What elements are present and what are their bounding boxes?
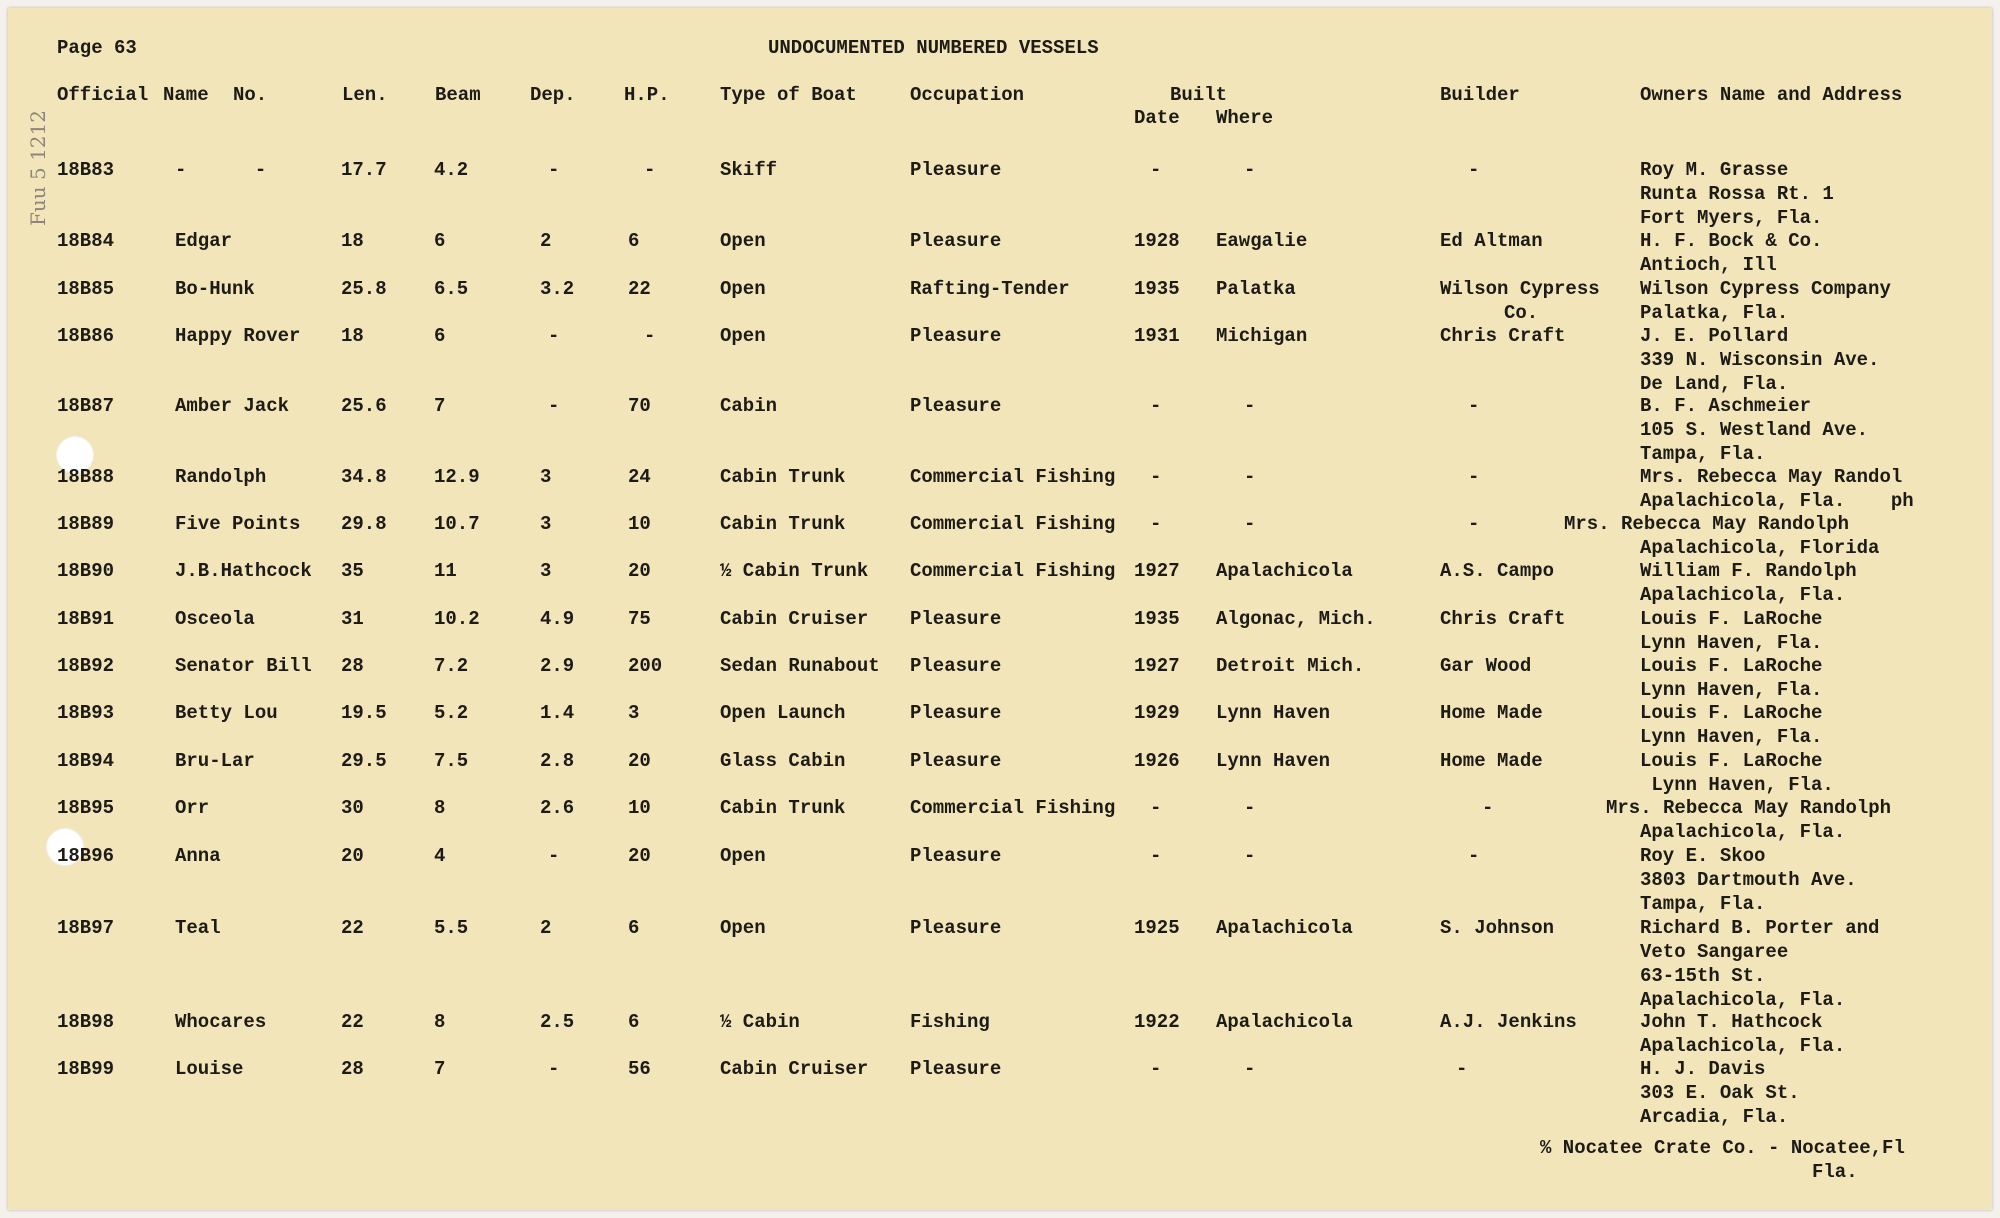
cell-where: -: [1244, 159, 1256, 181]
cell-occupation: Pleasure: [910, 917, 1002, 939]
cell-len: 17.7: [341, 159, 387, 181]
cell-owner-line: Lynn Haven, Fla.: [1640, 632, 1823, 654]
cell-date: 1931: [1134, 325, 1180, 347]
cell-owner-line: Apalachicola, Fla.: [1640, 584, 1846, 606]
cell-occupation: Commercial Fishing: [910, 560, 1116, 582]
cell-builder: Chris Craft: [1440, 608, 1566, 630]
cell-beam: 10.2: [434, 608, 480, 630]
cell-occupation: Commercial Fishing: [910, 797, 1116, 819]
cell-dep: -: [548, 395, 560, 417]
cell-len: 28: [341, 1058, 364, 1080]
cell-occupation: Pleasure: [910, 702, 1002, 724]
cell-builder: Gar Wood: [1440, 655, 1532, 677]
cell-owner-line: Louis F. LaRoche: [1640, 702, 1823, 724]
cell-owner-line: Roy M. Grasse: [1640, 159, 1789, 181]
header-where: Where: [1216, 107, 1274, 129]
cell-type: Open: [720, 325, 766, 347]
cell-builder: -: [1468, 466, 1480, 488]
cell-occupation: Pleasure: [910, 325, 1002, 347]
cell-type: Cabin Trunk: [720, 513, 846, 535]
cell-where: Eawgalie: [1216, 230, 1308, 252]
header-type: Type of Boat: [720, 84, 857, 106]
cell-hp: 6: [628, 230, 640, 252]
cell-date: 1935: [1134, 608, 1180, 630]
cell-owner-line: Louis F. LaRoche: [1640, 608, 1823, 630]
cell-where: -: [1244, 845, 1256, 867]
cell-hp: 75: [628, 608, 651, 630]
cell-hp: 10: [628, 513, 651, 535]
cell-official: 18B87: [57, 395, 115, 417]
cell-hp: 3: [628, 702, 640, 724]
cell-hp: -: [644, 325, 656, 347]
header-built: Built: [1170, 84, 1228, 106]
cell-name: Senator Bill: [175, 655, 312, 677]
cell-dep: -: [548, 845, 560, 867]
header-official: Official: [57, 84, 149, 106]
cell-len: 22: [341, 1011, 364, 1033]
cell-official: 18B94: [57, 750, 115, 772]
cell-beam: 6: [434, 230, 446, 252]
cell-owner-line: Apalachicola, Fla. ph: [1640, 490, 1914, 512]
cell-where: -: [1244, 513, 1256, 535]
cell-date: -: [1150, 1058, 1162, 1080]
cell-type: Glass Cabin: [720, 750, 846, 772]
cell-name: Betty Lou: [175, 702, 278, 724]
cell-name: Happy Rover: [175, 325, 301, 347]
cell-name: Amber Jack: [175, 395, 290, 417]
cell-date: 1935: [1134, 278, 1180, 300]
cell-len: 34.8: [341, 466, 387, 488]
page-number: Page 63: [57, 37, 137, 59]
cell-owner-line: H. J. Davis: [1640, 1058, 1766, 1080]
cell-owner-line: 105 S. Westland Ave.: [1640, 419, 1869, 441]
cell-date: -: [1150, 513, 1162, 535]
cell-where: -: [1244, 395, 1256, 417]
cell-beam: 6.5: [434, 278, 469, 300]
header-dep: Dep.: [530, 84, 576, 106]
cell-date: -: [1150, 159, 1162, 181]
cell-len: 29.8: [341, 513, 387, 535]
cell-hp: 6: [628, 1011, 640, 1033]
cell-occupation: Commercial Fishing: [910, 466, 1116, 488]
cell-hp: 200: [628, 655, 663, 677]
cell-official: 18B90: [57, 560, 115, 582]
cell-beam: 6: [434, 325, 446, 347]
page-title: UNDOCUMENTED NUMBERED VESSELS: [768, 37, 1099, 59]
cell-owner-line: Tampa, Fla.: [1640, 443, 1766, 465]
cell-len: 25.8: [341, 278, 387, 300]
cell-beam: 7: [434, 1058, 446, 1080]
cell-name: - -: [175, 159, 267, 181]
cell-builder: Ed Altman: [1440, 230, 1543, 252]
cell-dep: 2.8: [540, 750, 575, 772]
cell-owner-line: 303 E. Oak St.: [1640, 1082, 1800, 1104]
cell-hp: 10: [628, 797, 651, 819]
cell-len: 29.5: [341, 750, 387, 772]
cell-dep: -: [548, 159, 560, 181]
cell-owner-line: Fort Myers, Fla.: [1640, 207, 1823, 229]
cell-hp: 24: [628, 466, 651, 488]
cell-owner-line: 339 N. Wisconsin Ave.: [1640, 349, 1880, 371]
margin-stamp: Fuu 5 1212: [26, 110, 50, 226]
cell-owner-line: Lynn Haven, Fla.: [1640, 774, 1834, 796]
cell-where: Palatka: [1216, 278, 1296, 300]
cell-occupation: Rafting-Tender: [910, 278, 1070, 300]
cell-name: Five Points: [175, 513, 301, 535]
cell-official: 18B93: [57, 702, 115, 724]
cell-dep: 3: [540, 466, 552, 488]
header-owner: Owners Name and Address: [1640, 84, 1903, 106]
cell-hp: 22: [628, 278, 651, 300]
cell-owner-line: De Land, Fla.: [1640, 373, 1789, 395]
cell-dep: 2: [540, 917, 552, 939]
cell-type: Cabin Trunk: [720, 797, 846, 819]
record-card: [8, 8, 1992, 1210]
cell-hp: 56: [628, 1058, 651, 1080]
cell-dep: -: [548, 1058, 560, 1080]
cell-where: Apalachicola: [1216, 560, 1353, 582]
cell-builder: S. Johnson: [1440, 917, 1555, 939]
cell-official: 18B89: [57, 513, 115, 535]
cell-owner-line: Louis F. LaRoche: [1640, 655, 1823, 677]
cell-date: -: [1150, 845, 1162, 867]
cell-dep: 3: [540, 513, 552, 535]
cell-len: 31: [341, 608, 364, 630]
cell-len: 20: [341, 845, 364, 867]
footer-line: % Nocatee Crate Co. - Nocatee,Fl: [1540, 1137, 1905, 1159]
cell-name: Teal: [175, 917, 221, 939]
cell-where: Algonac, Mich.: [1216, 608, 1376, 630]
cell-beam: 5.5: [434, 917, 469, 939]
cell-date: 1926: [1134, 750, 1180, 772]
cell-occupation: Pleasure: [910, 159, 1002, 181]
cell-owner-line: Lynn Haven, Fla.: [1640, 679, 1823, 701]
cell-dep: 2.9: [540, 655, 575, 677]
cell-where: -: [1244, 466, 1256, 488]
cell-official: 18B84: [57, 230, 115, 252]
cell-official: 18B95: [57, 797, 115, 819]
cell-occupation: Pleasure: [910, 230, 1002, 252]
header-name: Name: [163, 84, 209, 106]
cell-occupation: Pleasure: [910, 395, 1002, 417]
cell-date: 1928: [1134, 230, 1180, 252]
cell-builder: Home Made: [1440, 750, 1543, 772]
cell-where: Michigan: [1216, 325, 1308, 347]
cell-beam: 4.2: [434, 159, 469, 181]
cell-len: 18: [341, 230, 364, 252]
cell-type: Open: [720, 278, 766, 300]
cell-len: 22: [341, 917, 364, 939]
cell-type: Open Launch: [720, 702, 846, 724]
cell-beam: 4: [434, 845, 446, 867]
cell-builder: Chris Craft: [1440, 325, 1566, 347]
cell-owner-line: B. F. Aschmeier: [1640, 395, 1812, 417]
cell-owner-line: 63-15th St.: [1640, 965, 1766, 987]
header-date: Date: [1134, 107, 1180, 129]
cell-date: 1925: [1134, 917, 1180, 939]
cell-occupation: Pleasure: [910, 845, 1002, 867]
cell-len: 35: [341, 560, 364, 582]
header-occupation: Occupation: [910, 84, 1025, 106]
cell-len: 18: [341, 325, 364, 347]
cell-beam: 7.5: [434, 750, 469, 772]
cell-hp: 70: [628, 395, 651, 417]
cell-owner-line: Louis F. LaRoche: [1640, 750, 1823, 772]
cell-hp: 6: [628, 917, 640, 939]
cell-len: 25.6: [341, 395, 387, 417]
header-hp: H.P.: [624, 84, 670, 106]
cell-official: 18B98: [57, 1011, 115, 1033]
cell-owner-line: Apalachicola, Florida: [1640, 537, 1880, 559]
cell-beam: 12.9: [434, 466, 480, 488]
cell-where: Apalachicola: [1216, 917, 1353, 939]
cell-owner-line: Lynn Haven, Fla.: [1640, 726, 1823, 748]
cell-name: Bru-Lar: [175, 750, 255, 772]
cell-hp: 20: [628, 750, 651, 772]
cell-date: -: [1150, 395, 1162, 417]
cell-type: ½ Cabin: [720, 1011, 800, 1033]
cell-where: Lynn Haven: [1216, 702, 1331, 724]
cell-beam: 7.2: [434, 655, 469, 677]
cell-builder: -: [1482, 797, 1494, 819]
cell-name: Whocares: [175, 1011, 267, 1033]
cell-official: 18B96: [57, 845, 115, 867]
cell-beam: 10.7: [434, 513, 480, 535]
cell-owner-line: Veto Sangaree: [1640, 941, 1789, 963]
header-beam: Beam: [435, 84, 481, 106]
cell-owner-line: 3803 Dartmouth Ave.: [1640, 869, 1857, 891]
cell-dep: 2.6: [540, 797, 575, 819]
cell-hp: -: [644, 159, 656, 181]
cell-owner-line: Mrs. Rebecca May Randolph: [1564, 513, 1850, 535]
cell-where: Apalachicola: [1216, 1011, 1353, 1033]
cell-type: Open: [720, 230, 766, 252]
cell-builder: A.J. Jenkins: [1440, 1011, 1577, 1033]
cell-hp: 20: [628, 845, 651, 867]
cell-builder-line2: Co.: [1504, 302, 1539, 324]
cell-occupation: Fishing: [910, 1011, 990, 1033]
cell-date: -: [1150, 466, 1162, 488]
cell-official: 18B99: [57, 1058, 115, 1080]
cell-where: Lynn Haven: [1216, 750, 1331, 772]
cell-beam: 7: [434, 395, 446, 417]
cell-owner-line: H. F. Bock & Co.: [1640, 230, 1823, 252]
cell-beam: 8: [434, 1011, 446, 1033]
cell-owner-line: William F. Randolph: [1640, 560, 1857, 582]
cell-date: 1922: [1134, 1011, 1180, 1033]
cell-builder: -: [1468, 159, 1480, 181]
cell-len: 19.5: [341, 702, 387, 724]
cell-date: 1927: [1134, 655, 1180, 677]
cell-where: -: [1244, 1058, 1256, 1080]
cell-official: 18B97: [57, 917, 115, 939]
cell-type: Cabin Cruiser: [720, 1058, 869, 1080]
cell-where: -: [1244, 797, 1256, 819]
cell-type: Cabin Cruiser: [720, 608, 869, 630]
cell-occupation: Pleasure: [910, 1058, 1002, 1080]
cell-owner-line: John T. Hathcock: [1640, 1011, 1823, 1033]
cell-occupation: Commercial Fishing: [910, 513, 1116, 535]
cell-owner-line: Roy E. Skoo: [1640, 845, 1766, 867]
cell-builder: -: [1468, 513, 1480, 535]
cell-len: 28: [341, 655, 364, 677]
cell-beam: 5.2: [434, 702, 469, 724]
cell-dep: 2: [540, 230, 552, 252]
cell-type: ½ Cabin Trunk: [720, 560, 869, 582]
cell-type: Cabin Trunk: [720, 466, 846, 488]
cell-name: Osceola: [175, 608, 255, 630]
cell-name: Orr: [175, 797, 210, 819]
cell-beam: 11: [434, 560, 457, 582]
footer-line: Fla.: [1812, 1161, 1858, 1183]
cell-type: Open: [720, 917, 766, 939]
cell-owner-line: Palatka, Fla.: [1640, 302, 1789, 324]
cell-owner-line: Tampa, Fla.: [1640, 893, 1766, 915]
cell-builder: -: [1456, 1058, 1468, 1080]
cell-official: 18B85: [57, 278, 115, 300]
cell-name: Louise: [175, 1058, 244, 1080]
header-builder: Builder: [1440, 84, 1520, 106]
cell-dep: 2.5: [540, 1011, 575, 1033]
header-no: No.: [233, 84, 268, 106]
cell-owner-line: Wilson Cypress Company: [1640, 278, 1891, 300]
cell-occupation: Pleasure: [910, 655, 1002, 677]
cell-official: 18B83: [57, 159, 115, 181]
cell-hp: 20: [628, 560, 651, 582]
cell-date: 1927: [1134, 560, 1180, 582]
cell-type: Open: [720, 845, 766, 867]
cell-type: Skiff: [720, 159, 778, 181]
cell-dep: 4.9: [540, 608, 575, 630]
cell-owner-line: Apalachicola, Fla.: [1640, 1035, 1846, 1057]
cell-name: J.B.Hathcock: [175, 560, 312, 582]
cell-owner-line: Mrs. Rebecca May Randolph: [1606, 797, 1892, 819]
cell-owner-line: Antioch, Ill: [1640, 254, 1777, 276]
cell-date: -: [1150, 797, 1162, 819]
cell-owner-line: Richard B. Porter and: [1640, 917, 1880, 939]
cell-len: 30: [341, 797, 364, 819]
cell-owner-line: Apalachicola, Fla.: [1640, 821, 1846, 843]
cell-dep: 1.4: [540, 702, 575, 724]
cell-builder: -: [1468, 845, 1480, 867]
cell-name: Bo-Hunk: [175, 278, 255, 300]
cell-official: 18B88: [57, 466, 115, 488]
cell-date: 1929: [1134, 702, 1180, 724]
cell-type: Cabin: [720, 395, 778, 417]
cell-name: Edgar: [175, 230, 233, 252]
cell-builder: -: [1468, 395, 1480, 417]
cell-owner-line: Apalachicola, Fla.: [1640, 989, 1846, 1011]
cell-owner-line: Mrs. Rebecca May Randol: [1640, 466, 1903, 488]
cell-owner-line: Arcadia, Fla.: [1640, 1106, 1789, 1128]
cell-occupation: Pleasure: [910, 608, 1002, 630]
cell-owner-line: J. E. Pollard: [1640, 325, 1789, 347]
cell-beam: 8: [434, 797, 446, 819]
cell-dep: -: [548, 325, 560, 347]
cell-dep: 3: [540, 560, 552, 582]
cell-name: Randolph: [175, 466, 267, 488]
cell-builder: Wilson Cypress: [1440, 278, 1600, 300]
cell-occupation: Pleasure: [910, 750, 1002, 772]
cell-dep: 3.2: [540, 278, 575, 300]
cell-builder: A.S. Campo: [1440, 560, 1555, 582]
cell-name: Anna: [175, 845, 221, 867]
cell-owner-line: Runta Rossa Rt. 1: [1640, 183, 1834, 205]
cell-type: Sedan Runabout: [720, 655, 880, 677]
cell-official: 18B91: [57, 608, 115, 630]
cell-official: 18B86: [57, 325, 115, 347]
cell-where: Detroit Mich.: [1216, 655, 1365, 677]
cell-official: 18B92: [57, 655, 115, 677]
header-len: Len.: [342, 84, 388, 106]
cell-builder: Home Made: [1440, 702, 1543, 724]
